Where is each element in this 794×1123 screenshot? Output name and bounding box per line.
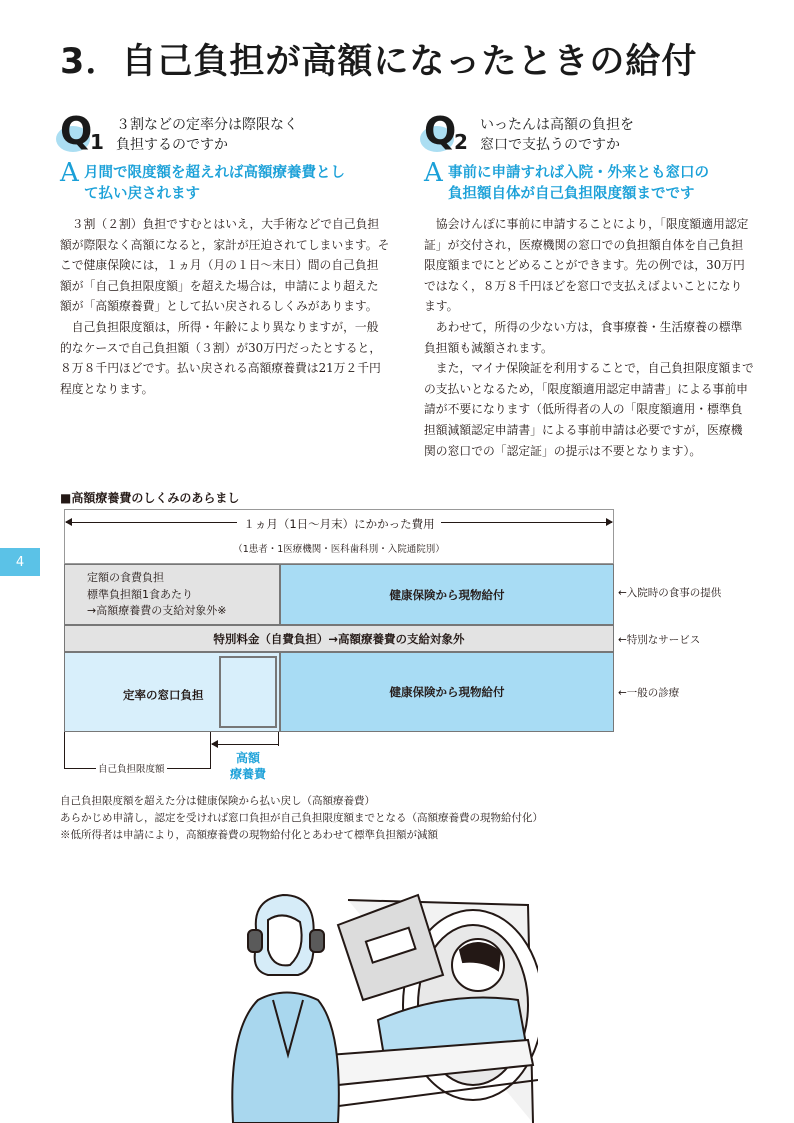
- paragraph: 自己負担限度額は，所得・年齢により異なりますが，一般的なケースで自己負担額（３割）が30万円だったとすると，８万８千円ほどです。払い戻される高額療養費は21万２千円程度となります。: [60, 319, 382, 396]
- question-line: 負担するのですか: [116, 137, 228, 153]
- question-badge-letter: Q: [60, 109, 93, 153]
- question-header-2: [424, 110, 754, 158]
- food-cost-line: 標準負担額1食あたり: [87, 587, 193, 601]
- note-line: あらかじめ申請し，認定を受ければ窓口負担が自己負担限度額までとなる（高額療養費の現物給付化）: [60, 812, 543, 824]
- answer-line: 事前に申請すれば入院・外来とも窓口の: [448, 165, 709, 181]
- question-line: ３割などの定率分は際限なく: [116, 117, 298, 133]
- answer-line: 負担額自体が自己負担限度額までです: [448, 186, 695, 202]
- answer-line: 月間で限度額を超えれば高額療養費とし: [84, 165, 345, 181]
- special-fee-cell: 特別料金（自費負担）→高額療養費の支給対象外: [64, 625, 614, 652]
- question-badge-letter: Q: [424, 109, 457, 153]
- side-label-meal: ←入院時の食事の提供: [618, 587, 722, 599]
- question-line: いったんは高額の負担を: [480, 117, 634, 133]
- limit-bracket-right: [210, 732, 211, 769]
- question-badge-icon: [60, 109, 112, 156]
- high-cost-portion-box: [219, 656, 277, 728]
- answer-header-1: [60, 158, 390, 206]
- note-line: 自己負担限度額を超えた分は健康保険から払い戻し（高額療養費）: [60, 795, 375, 807]
- note-line: ※低所得者は申請により，高額療養費の現物給付化とあわせて標準負担額が減額: [60, 829, 438, 841]
- span-label-text: １ヵ月（1日〜月末）にかかった費用: [237, 517, 440, 531]
- answer-body-1: [60, 214, 390, 399]
- answer-body-2: [424, 214, 754, 461]
- side-label-special: ←特別なサービス: [618, 634, 701, 646]
- food-cost-cell: [64, 564, 280, 625]
- cost-diagram: [60, 505, 760, 785]
- question-badge-number: 2: [454, 130, 468, 154]
- span-label: [60, 516, 618, 532]
- paragraph: 協会けんぽに事前に申請することにより，「限度額適用認定証」が交付され，医療機関の窓口での負担額自体を自己負担限度額までにとどめることができます。先の例では，30万円ではなく，８万８千円ほどを窓口で支払えばよいことになります。: [424, 217, 749, 314]
- limit-bracket-left: [64, 732, 65, 769]
- patient-mri-illustration: [228, 880, 538, 1123]
- question-text-2: [480, 115, 634, 155]
- question-text-1: [116, 115, 298, 155]
- qa-section-1: [60, 110, 390, 399]
- question-line: 窓口で支払うのですか: [480, 137, 620, 153]
- answer-mark-icon: A: [424, 158, 443, 188]
- koga-label-line: 療養費: [229, 767, 266, 781]
- answer-header-2: [424, 158, 754, 206]
- koga-bracket: [278, 732, 279, 746]
- answer-text-2: [448, 163, 709, 205]
- insurance-benefit-cell: 健康保険から現物給付: [280, 564, 614, 625]
- arrow-left-icon: [212, 744, 278, 745]
- question-badge-icon: [424, 109, 476, 156]
- qa-section-2: [424, 110, 754, 461]
- question-badge-number: 1: [90, 130, 104, 154]
- mri-scene-icon: [228, 880, 538, 1123]
- span-sublabel: （1患者・1医療機関・医科歯科別・入院通院別）: [233, 544, 445, 555]
- diagram-notes: [60, 793, 543, 844]
- answer-line: て払い戻されます: [84, 186, 200, 202]
- limit-label: 自己負担限度額: [96, 761, 167, 775]
- paragraph: ３割（２割）負担ですむとはいえ，大手術などで自己負担額が際限なく高額になると，家計が圧迫されてしまいます。そこで健康保険には，１ヵ月（月の１日〜末日）間の自己負担額が「自己負担限度額」を超えた場合は，申請により超えた額が「高額療養費」として払い戻されるしくみがあります。: [60, 217, 390, 314]
- answer-mark-icon: A: [60, 158, 79, 188]
- copay-cell: [64, 652, 280, 732]
- insurance-benefit-cell: 健康保険から現物給付: [280, 652, 614, 732]
- copay-label: 定率の窓口負担: [123, 688, 204, 702]
- koga-label-line: 高額: [235, 751, 260, 765]
- food-cost-line: →高額療養費の支給対象外※: [87, 604, 227, 617]
- question-header-1: [60, 110, 390, 158]
- page-title: 3．自己負担が高額になったときの給付: [60, 42, 698, 82]
- koga-label: [220, 750, 276, 782]
- answer-text-1: [84, 163, 345, 205]
- food-cost-line: 定額の食費負担: [87, 571, 164, 584]
- paragraph: また，マイナ保険証を利用することで，自己負担限度額までの支払いとなるため，「限度額適用認定申請書」による事前申請が不要になります（低所得者の人の「限度額適用・標準負担額減額認定申請書」による事前申請は必要ですが，医療機関の窓口での「認定証」の提示は不要となります）。: [424, 361, 754, 458]
- paragraph: あわせて，所得の少ない方は，食事療養・生活療養の標準負担額も減額されます。: [424, 319, 743, 355]
- page-number-tab: 4: [0, 548, 40, 576]
- side-label-general: ←一般の診療: [618, 687, 680, 699]
- diagram-heading: ■高額療養費のしくみのあらまし: [60, 491, 240, 505]
